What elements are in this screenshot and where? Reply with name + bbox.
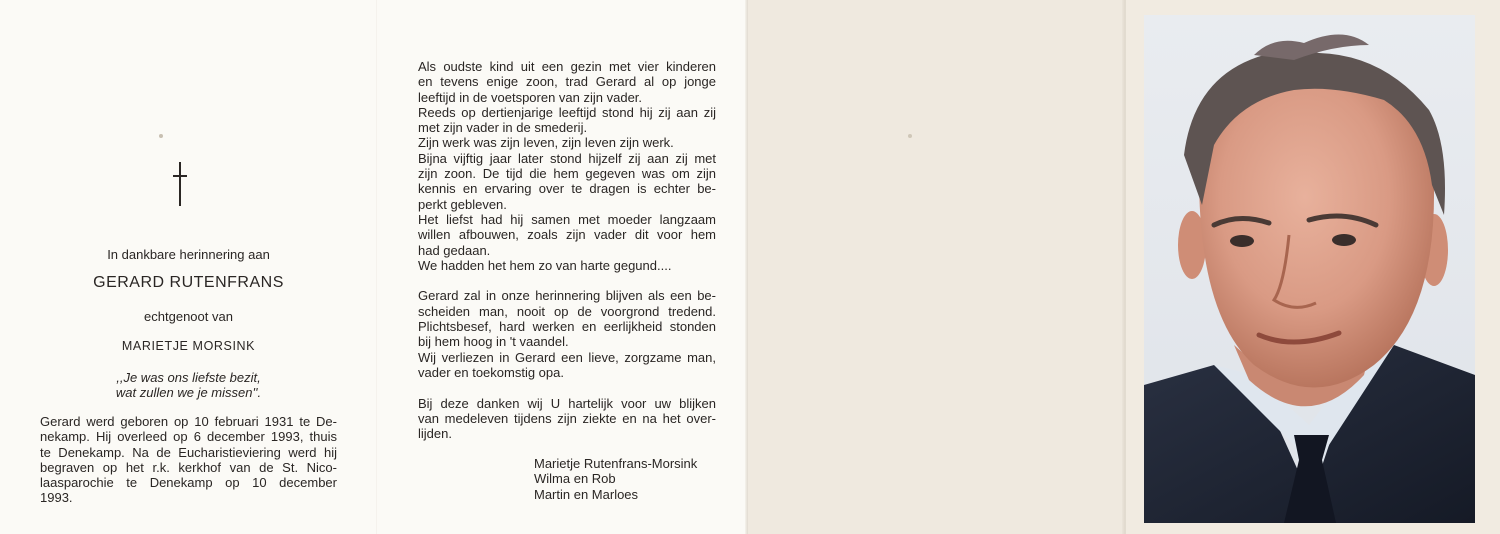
cross-icon [172, 162, 188, 206]
paper-dot [159, 134, 163, 138]
relation-text: echtgenoot van [144, 309, 233, 324]
story-line: vader en toekomstig opa. [418, 364, 564, 380]
story-line: en tevens enige zoon, trad Gerard al op jonge [418, 74, 716, 90]
story-line: We hadden het hem zo van harte gegund.... [418, 257, 672, 273]
story-line: Zijn werk was zijn leven, zijn leven zijn werk. [418, 135, 674, 151]
paper-dot [908, 134, 912, 138]
story-line: scheiden man, nooit op de voorgrond tredend. [418, 303, 716, 319]
bio-line: begraven op het r.k. kerkhof van de St. Nico- [40, 459, 337, 475]
story-line: van medeleven tijdens zijn ziekte en na het over- [418, 410, 716, 426]
left-panel [0, 0, 377, 534]
life-story [418, 59, 716, 441]
story-line: Bijna vijftig jaar later stond hijzelf zij aan zij met [418, 150, 716, 166]
story-line: Reeds op dertienjarige leeftijd stond hij zij aan zij [418, 104, 716, 120]
story-line: willen afbouwen, zoals zijn vader dit voor hem [418, 227, 716, 243]
portrait-photo [1144, 15, 1475, 523]
bio-line: laasparochie te Denekamp op 10 december [40, 475, 337, 491]
story-line: Bij deze danken wij U hartelijk voor uw blijken [418, 395, 716, 411]
story-line: Plichtsbesef, hard werken en eerlijkheid stonden [418, 319, 716, 335]
bio-line: te Denekamp. Na de Eucharistieviering werd hij [40, 444, 337, 460]
inner-blank-panel [748, 0, 1126, 534]
story-line: kennis en ervaring over te dragen is echter be- [418, 181, 716, 197]
story-line: Als oudste kind uit een gezin met vier kinderen [418, 59, 716, 74]
quote-line: wat zullen we je missen''. [115, 385, 262, 400]
bio-line: Gerard werd geboren op 10 februari 1931 te De- [40, 414, 337, 429]
quote [40, 370, 337, 400]
deceased-name: GERARD RUTENFRANS [93, 274, 284, 291]
intro-text: In dankbare herinnering aan [107, 247, 270, 262]
story-line: had gedaan. [418, 242, 491, 258]
story-gap [418, 380, 716, 395]
story-line: zijn zoon. De tijd die hem gegeven was om zijn [418, 166, 716, 182]
signature-line: Wilma en Rob [534, 471, 616, 487]
story-gap [418, 273, 716, 288]
middle-panel [377, 0, 747, 534]
spouse-name: MARIETJE MORSINK [121, 339, 256, 353]
signatures [534, 456, 734, 502]
story-line: bij hem hoog in 't vaandel. [418, 334, 569, 350]
story-line: Wij verliezen in Gerard een lieve, zorgzame man, [418, 349, 716, 365]
portrait-icon [1144, 15, 1475, 523]
story-line: leeftijd in de voetsporen van zijn vader. [418, 89, 643, 105]
biography [40, 414, 337, 506]
story-line: perkt gebleven. [418, 196, 507, 212]
story-line: lijden. [418, 426, 452, 442]
bio-line: nekamp. Hij overleed op 6 december 1993, thuis [40, 429, 337, 445]
quote-line: ,,Je was ons liefste bezit, [116, 370, 261, 385]
story-line: met zijn vader in de smederij. [418, 120, 588, 136]
signature-line: Martin en Marloes [534, 486, 639, 502]
story-line: Het liefst had hij samen met moeder langzaam [418, 211, 716, 227]
story-line: Gerard zal in onze herinnering blijven als een be- [418, 288, 716, 304]
bio-line: 1993. [40, 490, 73, 506]
signature-line: Marietje Rutenfrans-Morsink [534, 456, 698, 471]
